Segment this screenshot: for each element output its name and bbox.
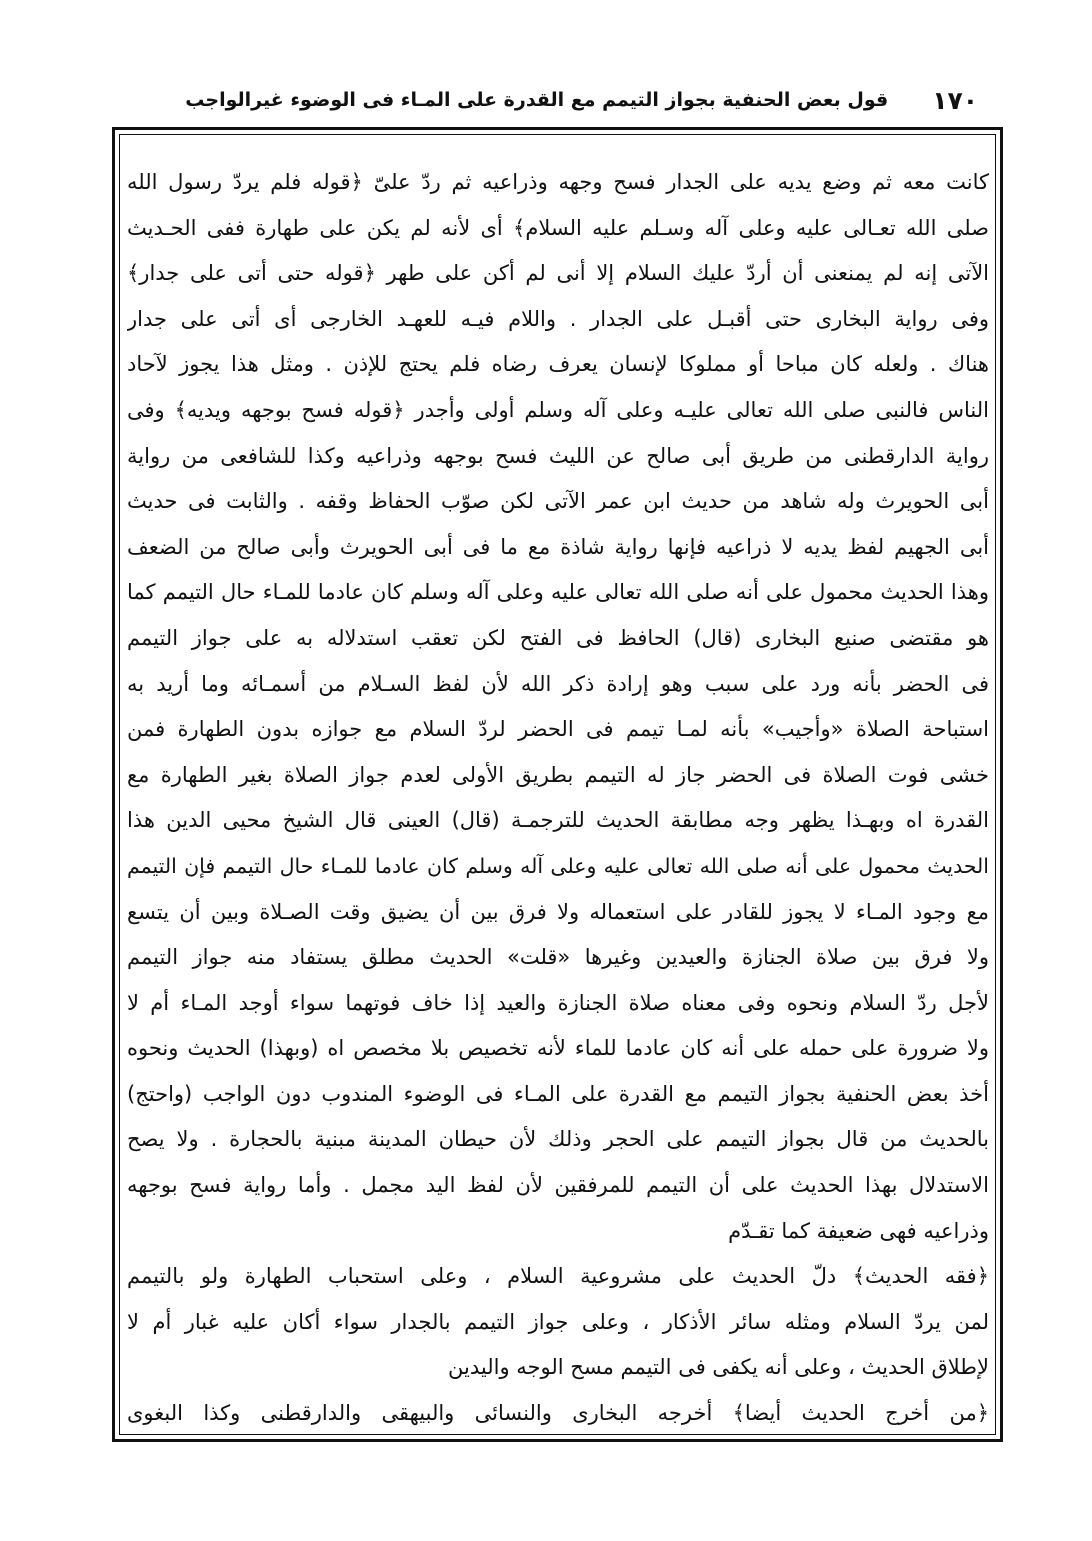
text-body [127, 160, 989, 1437]
text-line: هو مقتضى صنيع البخارى (قال) الحافظ فى الفتح لكن تعقب استدلاله به على جواز التيمم [127, 625, 989, 650]
text-line: وهذا الحديث محمول على أنه صلى الله تعالى عليه وعلى آله وسلم كان عادما للمـاء حال التيمم كما [127, 580, 989, 605]
text-line: لأجل ردّ السلام ونحوه وفى معناه صلاة الجنازة والعيد إذا خاف فوتهما سواء أوجد المـاء أم لا [127, 990, 989, 1015]
text-line: خشى فوت الصلاة فى الحضر جاز له التيمم بطريق الأولى لعدم جواز الصلاة بغير الطهارة مع [127, 762, 989, 787]
text-line-paragraph-end: وذراعيه فهى ضعيفة كما تقـدّم [728, 1218, 989, 1243]
text-line: كانت معه ثم وضع يديه على الجدار فسح وجهه وذراعيه ثم ردّ علىّ ﴿قوله فلم يردّ رسول الله [127, 170, 989, 194]
text-line: أخذ بعض الحنفية بجواز التيمم مع القدرة على المـاء فى الوضوء المندوب دون الواجب (واحتج) [127, 1081, 989, 1106]
text-line: الناس فالنبى صلى الله تعالى عليـه وعلى آله وسلم أولى وأجدر ﴿قوله فسح بوجهه ويديه﴾ وفى [127, 397, 989, 422]
text-line: بالحديث من قال بجواز التيمم على الحجر وذلك لأن حيطان المدينة مبنية بالحجارة . ولا يصح [127, 1127, 989, 1152]
text-line: مع وجود المـاء لا يجوز للقادر على استعماله ولا فرق بين أن يضيق وقت الصـلاة وبين أن يتسع [127, 899, 989, 924]
text-line: أبى الجهيم لفظ يديه لا ذراعيه فإنها رواية شاذة مع ما فى أبى الحويرث وأبى صالح من الضعف [127, 534, 989, 559]
text-line: الحديث محمول على أنه صلى الله تعالى عليه وعلى آله وسلم كان عادما للمـاء حال التيمم فإن التيمم [127, 853, 989, 878]
text-line: القدرة اه وبهـذا يظهر وجه مطابقة الحديث للترجمـة (قال) العينى قال الشيخ محيى الدين هذا [127, 808, 989, 833]
text-line: الاستدلال بهذا الحديث على أن التيمم للمرفقين لأن لفظ اليد مجمل . وأما رواية فسح بوجهه [127, 1173, 989, 1198]
running-header [170, 80, 978, 120]
text-line: وفى رواية البخارى حتى أقبـل على الجدار . واللام فيـه للعهـد الخارجى أى أتى على جدار [127, 306, 989, 331]
text-line: الآتى إنه لم يمنعنى أن أردّ عليك السلام إلا أنى لم أكن على طهر ﴿قوله حتى أتى على جدار﴾ [127, 261, 989, 286]
text-line: أبى الحويرث وله شاهد من حديث ابن عمر الآتى لكن صوّب الحفاظ وقفه . والثابت فى حديث [127, 489, 989, 514]
text-line-paragraph-end: لإطلاق الحديث ، وعلى أنه يكفى فى التيمم مسح الوجه واليدين [448, 1355, 989, 1380]
text-line: استباحة الصلاة «وأجيب» بأنه لمـا تيمم فى الحضر لردّ السلام مع جوازه بدون الطهارة فمن [127, 717, 989, 742]
text-line: صلى الله تعـالى عليه وعلى آله وسـلم عليه السلام﴾ أى لأنه لم يكن على طهارة ففى الحـديث [127, 215, 989, 240]
text-line: رواية الدارقطنى من طريق أبى صالح عن الليث فسح بوجهه وذراعيه وكذا للشافعى من رواية [127, 443, 989, 468]
text-line: فى الحضر بأنه ورد على سبب وهو إرادة ذكر الله لأن لفظ السـلام من أسمـائه وما أريد به [127, 671, 989, 696]
page-number: ١٧٠ [932, 85, 978, 115]
text-line: هناك . ولعله كان مباحا أو مملوكا لإنسان يعرف رضاه فلم يحتج للإذن . ومثل هذا يجوز لآحاد [127, 352, 989, 377]
running-title: قول بعض الحنفية بجواز التيمم مع القدرة على المـاء فى الوضوء غيرالواجب [185, 89, 889, 111]
text-line-section-heading: ﴿فقه الحديث﴾ دلّ الحديث على مشروعية السلام ، وعلى استحباب الطهارة ولو بالتيمم [127, 1264, 989, 1289]
text-line: ولا ضرورة على حمله على أنه كان عادما للماء لأنه تخصيص بلا مخصص اه (وبهذا) الحديث ونحوه [127, 1036, 989, 1061]
text-line: لمن يردّ السلام ومثله سائر الأذكار ، وعلى جواز التيمم بالجدار سواء أكان عليه غبار أم لا [127, 1309, 989, 1334]
text-line-section-heading: ﴿من أخرج الحديث أيضا﴾ أخرجه البخارى والنسائى والبيهقى والدارقطنى وكذا البغوى [127, 1401, 989, 1426]
text-line: ولا فرق بين صلاة الجنازة والعيدين وغيرها «قلت» الحديث مطلق يستفاد منه جواز التيمم [127, 945, 989, 970]
